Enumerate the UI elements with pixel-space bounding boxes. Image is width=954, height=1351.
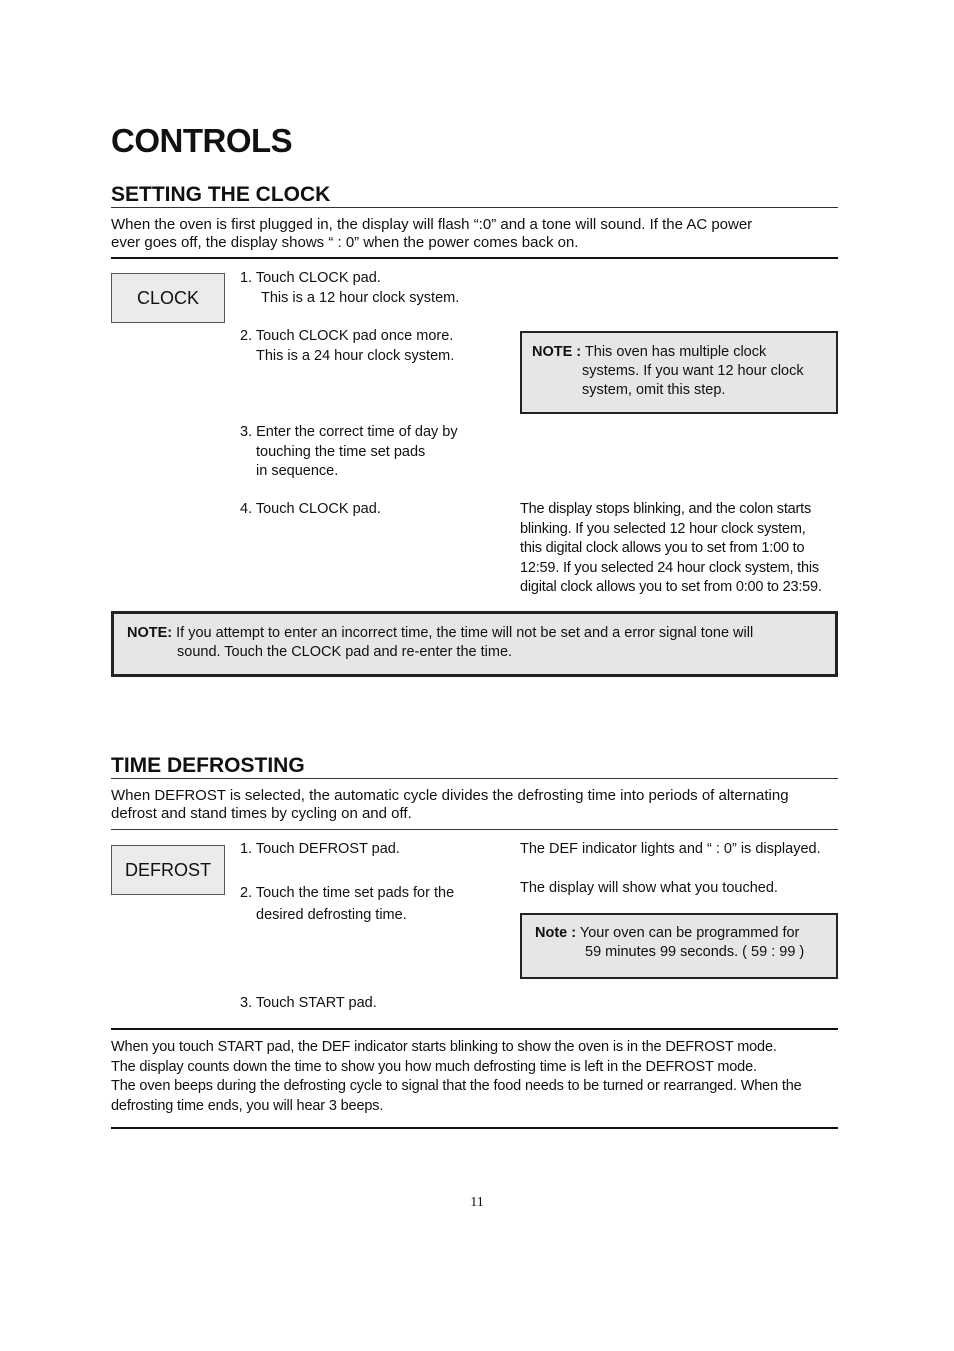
result-line: 12:59. If you selected 24 hour clock system, this — [520, 559, 819, 576]
clock-step-2 — [240, 327, 454, 366]
clock-intro — [111, 216, 838, 252]
result-line: The display stops blinking, and the colon starts — [520, 501, 812, 517]
note-text: If you attempt to enter an incorrect time, the time will not be set and a error signal tone will — [172, 625, 754, 641]
defrost-step-2-result: The display will show what you touched. — [520, 880, 778, 896]
step-text: 2. Touch the time set pads for the — [240, 885, 455, 901]
clock-heading-rule — [111, 207, 838, 208]
clock-bottom-note — [111, 611, 838, 677]
outro-line: The oven beeps during the defrosting cycle to signal that the food needs to be turned or rearranged. When the — [111, 1078, 802, 1094]
page-number: 11 — [470, 1195, 484, 1210]
result-line: digital clock allows you to set from 0:00 to 23:59. — [520, 579, 822, 595]
defrost-intro-line: defrost and stand times by cycling on and off. — [111, 805, 412, 822]
clock-step-4: 4. Touch CLOCK pad. — [240, 501, 381, 517]
outro-line: defrosting time ends, you will hear 3 beeps. — [111, 1097, 384, 1114]
note-text: Your oven can be programmed for — [576, 925, 800, 941]
note-text: systems. If you want 12 hour clock — [582, 363, 804, 379]
clock-intro-line: ever goes off, the display shows “ : 0” when the power comes back on. — [111, 234, 579, 251]
step-detail: This is a 12 hour clock system. — [261, 289, 460, 306]
defrost-outro-rule — [111, 1127, 838, 1129]
outro-line: The display counts down the time to show you how much defrosting time is left in the DEFROST mode. — [111, 1058, 757, 1075]
step-text: 2. Touch CLOCK pad once more. — [240, 328, 454, 344]
note-text: system, omit this step. — [582, 382, 726, 398]
clock-pad-button: CLOCK — [111, 273, 225, 323]
clock-step-4-result — [520, 500, 822, 598]
defrost-section-heading: TIME DEFROSTING — [111, 754, 305, 777]
step-text: 1. Touch CLOCK pad. — [240, 270, 381, 286]
defrost-heading-rule — [111, 778, 838, 779]
step-detail: This is a 24 hour clock system. — [256, 347, 455, 364]
step-detail: touching the time set pads — [256, 443, 426, 460]
defrost-step-1-result: The DEF indicator lights and “ : 0” is displayed. — [520, 841, 821, 857]
defrost-step-1: 1. Touch DEFROST pad. — [240, 841, 400, 857]
step-detail: desired defrosting time. — [256, 907, 407, 923]
defrost-intro — [111, 787, 838, 823]
defrost-steps-rule — [111, 1028, 838, 1030]
defrost-step-2 — [240, 882, 454, 926]
clock-intro-line: When the oven is first plugged in, the display will flash “:0” and a tone will sound. If the AC power — [111, 216, 753, 233]
note-text: sound. Touch the CLOCK pad and re-enter the time. — [177, 644, 513, 660]
defrost-pad-button: DEFROST — [111, 845, 225, 895]
defrost-note-box — [520, 913, 838, 979]
clock-note-box — [520, 331, 838, 414]
note-label: NOTE : — [532, 344, 582, 360]
outro-line: When you touch START pad, the DEF indicator starts blinking to show the oven is in the DEFROST mode. — [111, 1039, 777, 1055]
clock-section-heading: SETTING THE CLOCK — [111, 183, 331, 206]
result-line: blinking. If you selected 12 hour clock system, — [520, 520, 806, 537]
step-detail: in sequence. — [256, 463, 339, 479]
clock-step-1 — [240, 269, 459, 308]
defrost-step-3: 3. Touch START pad. — [240, 995, 377, 1011]
step-text: 3. Enter the correct time of day by — [240, 424, 458, 440]
defrost-intro-line: When DEFROST is selected, the automatic cycle divides the defrosting time into periods of alternating — [111, 787, 789, 804]
defrost-outro — [111, 1038, 838, 1116]
note-text: This oven has multiple clock — [581, 344, 767, 360]
note-label: Note : — [535, 925, 577, 941]
clock-step-3 — [240, 423, 458, 482]
result-line: this digital clock allows you to set from 1:00 to — [520, 540, 805, 556]
clock-intro-rule — [111, 257, 838, 259]
note-label: NOTE: — [127, 625, 173, 641]
defrost-intro-rule — [111, 829, 838, 830]
note-text: 59 minutes 99 seconds. ( 59 : 99 ) — [585, 944, 805, 960]
page-title: CONTROLS — [111, 122, 293, 159]
